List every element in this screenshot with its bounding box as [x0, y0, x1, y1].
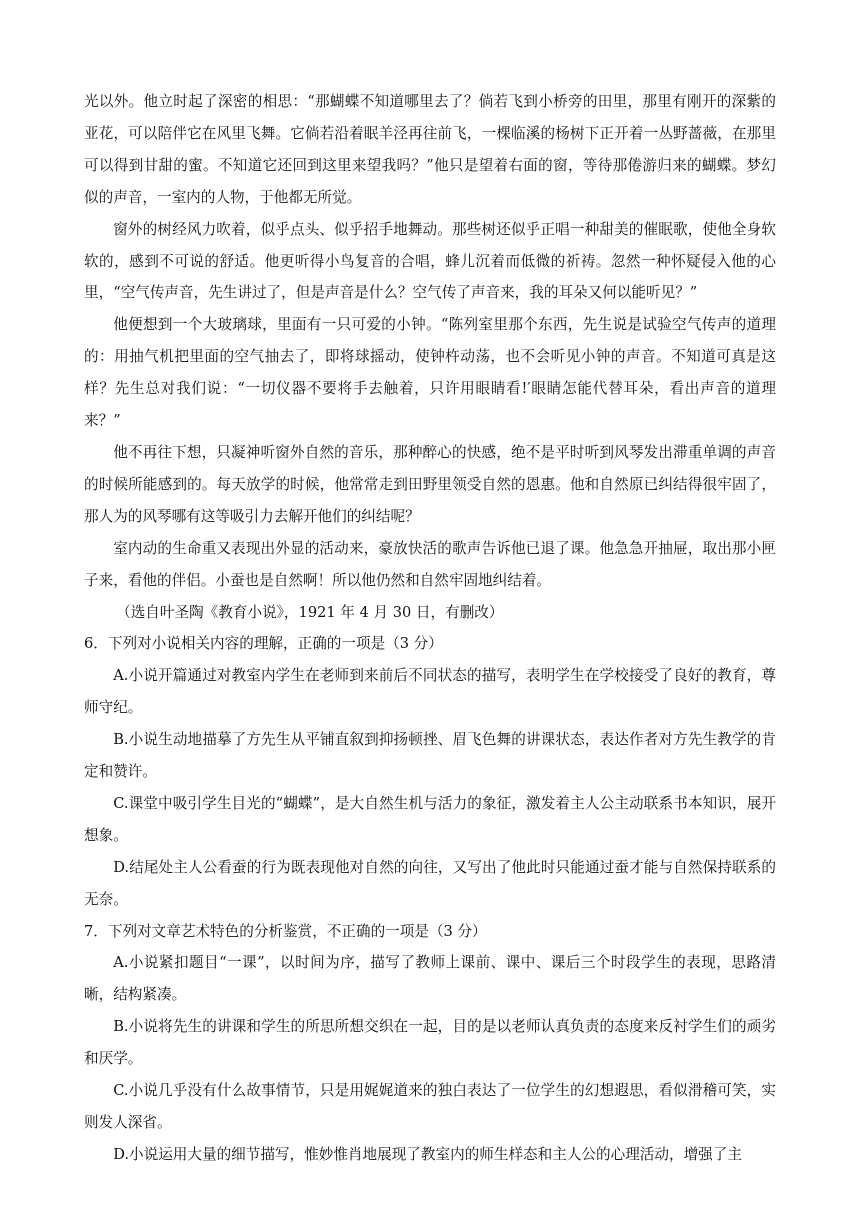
question-6-option-c: C.课堂中吸引学生目光的“蝴蝶”，是大自然生机与活力的象征，激发着主人公主动联系书本知识，展开想象。: [84, 794, 776, 844]
question-7-option-d: D.小说运用大量的细节描写，惟妙惟肖地展现了教室内的师生样态和主人公的心理活动，增强了主: [113, 1145, 742, 1163]
question-7-stem: 7．下列对文章艺术特色的分析鉴赏，不正确的一项是（3 分）: [84, 922, 487, 940]
passage-source: （选自叶圣陶《教育小说》，1921 年 4 月 30 日，有删改）: [116, 603, 504, 621]
question-7-option-a: A.小说紧扣题目“一课”，以时间为序，描写了教师上课前、课中、课后三个时段学生的表现，思路清晰，结构紧凑。: [84, 954, 776, 1004]
question-7-option-b: B.小说将先生的讲课和学生的所思所想交织在一起，目的是以老师认真负责的态度来反衬学生们的顽劣和厌学。: [84, 1018, 776, 1068]
passage-paragraph: 光以外。他立时起了深密的相思：“那蝴蝶不知道哪里去了？倘若飞到小桥旁的田里，那里有刚开的深紫的亚花，可以陪伴它在风里飞舞。它倘若沿着眠羊泾再往前飞，一棵临溪的杨树下正开着一丛野蔷薇，在那里可以得到甘甜的蜜。不知道它还回到这里来望我吗？”他只是望着右面的窗，等待那倦游归来的蝴蝶。梦幻似的声音，一室内的人物，于他都无所觉。: [84, 93, 776, 206]
passage-paragraph: 窗外的树经风力吹着，似乎点头、似乎招手地舞动。那些树还似乎正唱一种甜美的催眠歌，使他全身软软的，感到不可说的舒适。他更听得小鸟复音的合唱，蜂儿沉着而低微的祈祷。忽然一种怀疑侵入他的心里，“空气传声音，先生讲过了，但是声音是什么？空气传了声音来，我的耳朵又何以能听见？”: [84, 220, 776, 302]
question-6-option-a: A.小说开篇通过对教室内学生在老师到来前后不同状态的描写，表明学生在学校接受了良好的教育，尊师守纪。: [84, 667, 776, 717]
question-7-option-c: C.小说几乎没有什么故事情节，只是用娓娓道来的独白表达了一位学生的幻想遐思，看似滑稽可笑，实则发人深省。: [84, 1082, 776, 1131]
document-page: [84, 86, 776, 1171]
question-6-option-b: B.小说生动地描摹了方先生从平铺直叙到抑扬顿挫、眉飞色舞的讲课状态，表达作者对方先生教学的肯定和赞许。: [84, 731, 776, 781]
passage-paragraph: 他便想到一个大玻璃球，里面有一只可爱的小钟。“陈列室里那个东西，先生说是试验空气传声的道理的：用抽气机把里面的空气抽去了，即将球摇动，使钟杵动荡，也不会听见小钟的声音。不知道可真是这样？先生总对我们说：“一切仪器不要将手去触着，只许用眼睛看!′眼睛怎能代替耳朵，看出声音的道理来？”: [84, 316, 776, 430]
passage-paragraph: 室内动的生命重又表现出外显的活动来，豪放快活的歌声告诉他已退了课。他急急开抽屉，取出那小匣子来，看他的伴侣。小蚕也是自然啊！所以他仍然和自然牢固地纠结着。: [84, 539, 776, 589]
passage-paragraph: 他不再往下想，只凝神听窗外自然的音乐，那种醉心的快感，绝不是平时听到风琴发出滞重单调的声音的时候所能感到的。每天放学的时候，他常常走到田野里领受自然的恩惠。他和自然原已纠结得很牢固了，那人为的风琴哪有这等吸引力去解开他们的纠结呢？: [84, 443, 776, 525]
question-6-option-d: D.结尾处主人公看蚕的行为既表现他对自然的向往，又写出了他此时只能通过蚕才能与自然保持联系的无奈。: [84, 858, 776, 908]
question-6-stem: 6．下列对小说相关内容的理解，正确的一项是（3 分）: [84, 635, 443, 653]
